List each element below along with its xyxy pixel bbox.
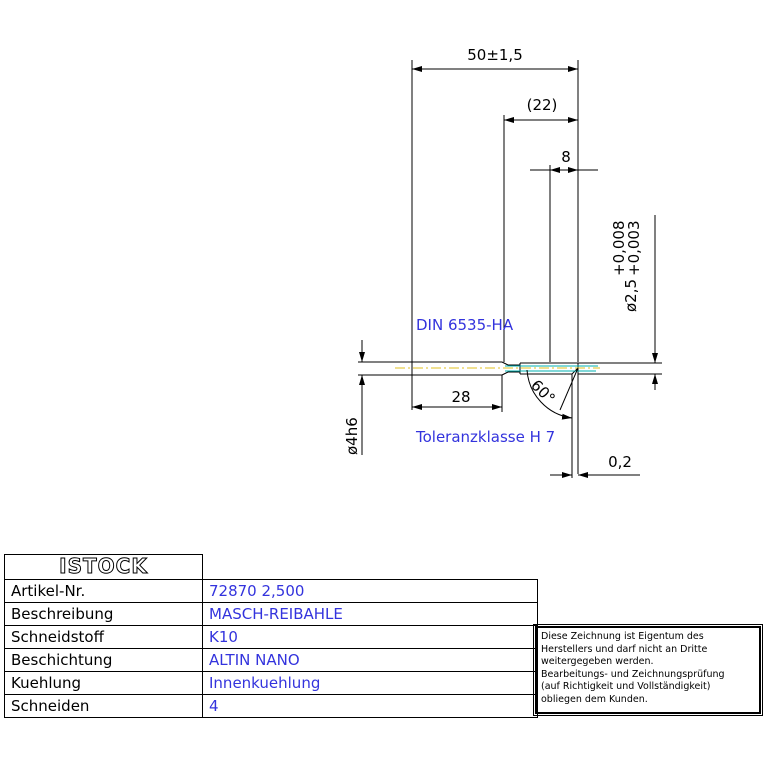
company-logo: ISTOCK: [59, 554, 148, 578]
row-label: Schneiden: [5, 695, 203, 718]
dim-reference-length-label: (22): [526, 96, 558, 114]
disclaimer-line: Herstellers und darf nicht an Dritte: [541, 643, 708, 655]
logo-cell: [5, 555, 203, 580]
disclaimer-line: (auf Richtigkeit und Vollständigkeit): [541, 681, 711, 692]
disclaimer-line: weitergegeben werden.: [541, 656, 654, 667]
note-standard: DIN 6535-HA: [416, 316, 514, 334]
dim-diameter-main-text: [610, 220, 643, 312]
row-value: Innenkuehlung: [203, 672, 538, 695]
table-row: [5, 580, 538, 603]
svg-text:+0,008: +0,008: [610, 220, 628, 276]
dim-overall-length-label: 50±1,5: [467, 46, 523, 64]
table-row: [5, 649, 538, 672]
svg-text:+0,003: +0,003: [625, 220, 643, 276]
row-label: Beschreibung: [5, 603, 203, 626]
note-tolerance-class: Toleranzklasse H 7: [416, 428, 556, 446]
dim-chamfer-label: 0,2: [608, 453, 632, 471]
svg-text:ø2,5: ø2,5: [622, 278, 640, 312]
row-label: Beschichtung: [5, 649, 203, 672]
row-value: K10: [203, 626, 538, 649]
dim-point-angle-label: 60°: [527, 376, 559, 408]
row-label: Artikel-Nr.: [5, 580, 203, 603]
disclaimer-line: obliegen dem Kunden.: [541, 693, 648, 705]
table-row: [5, 603, 538, 626]
dim-shank-diameter: [358, 340, 412, 455]
disclaimer-line: Bearbeitungs- und Zeichnungsprüfung: [541, 668, 725, 680]
title-block: [4, 554, 538, 718]
table-row: [5, 672, 538, 695]
tool-outline: [412, 362, 578, 474]
row-value: MASCH-REIBAHLE: [203, 603, 538, 626]
row-value: 72870 2,500: [203, 580, 538, 603]
dim-cutting-length-label: 8: [561, 148, 571, 166]
disclaimer-box: [535, 626, 761, 714]
dim-cutting-length: [530, 165, 598, 362]
dim-shank-diameter-label: ø4h6: [343, 417, 361, 455]
row-label: Kuehlung: [5, 672, 203, 695]
row-value: ALTIN NANO: [203, 649, 538, 672]
disclaimer-line: Diese Zeichnung ist Eigentum des: [541, 631, 704, 642]
table-row: [5, 695, 538, 718]
row-value: 4: [203, 695, 538, 718]
table-row: [5, 626, 538, 649]
dim-shank-length-label: 28: [451, 388, 471, 406]
row-label: Schneidstoff: [5, 626, 203, 649]
